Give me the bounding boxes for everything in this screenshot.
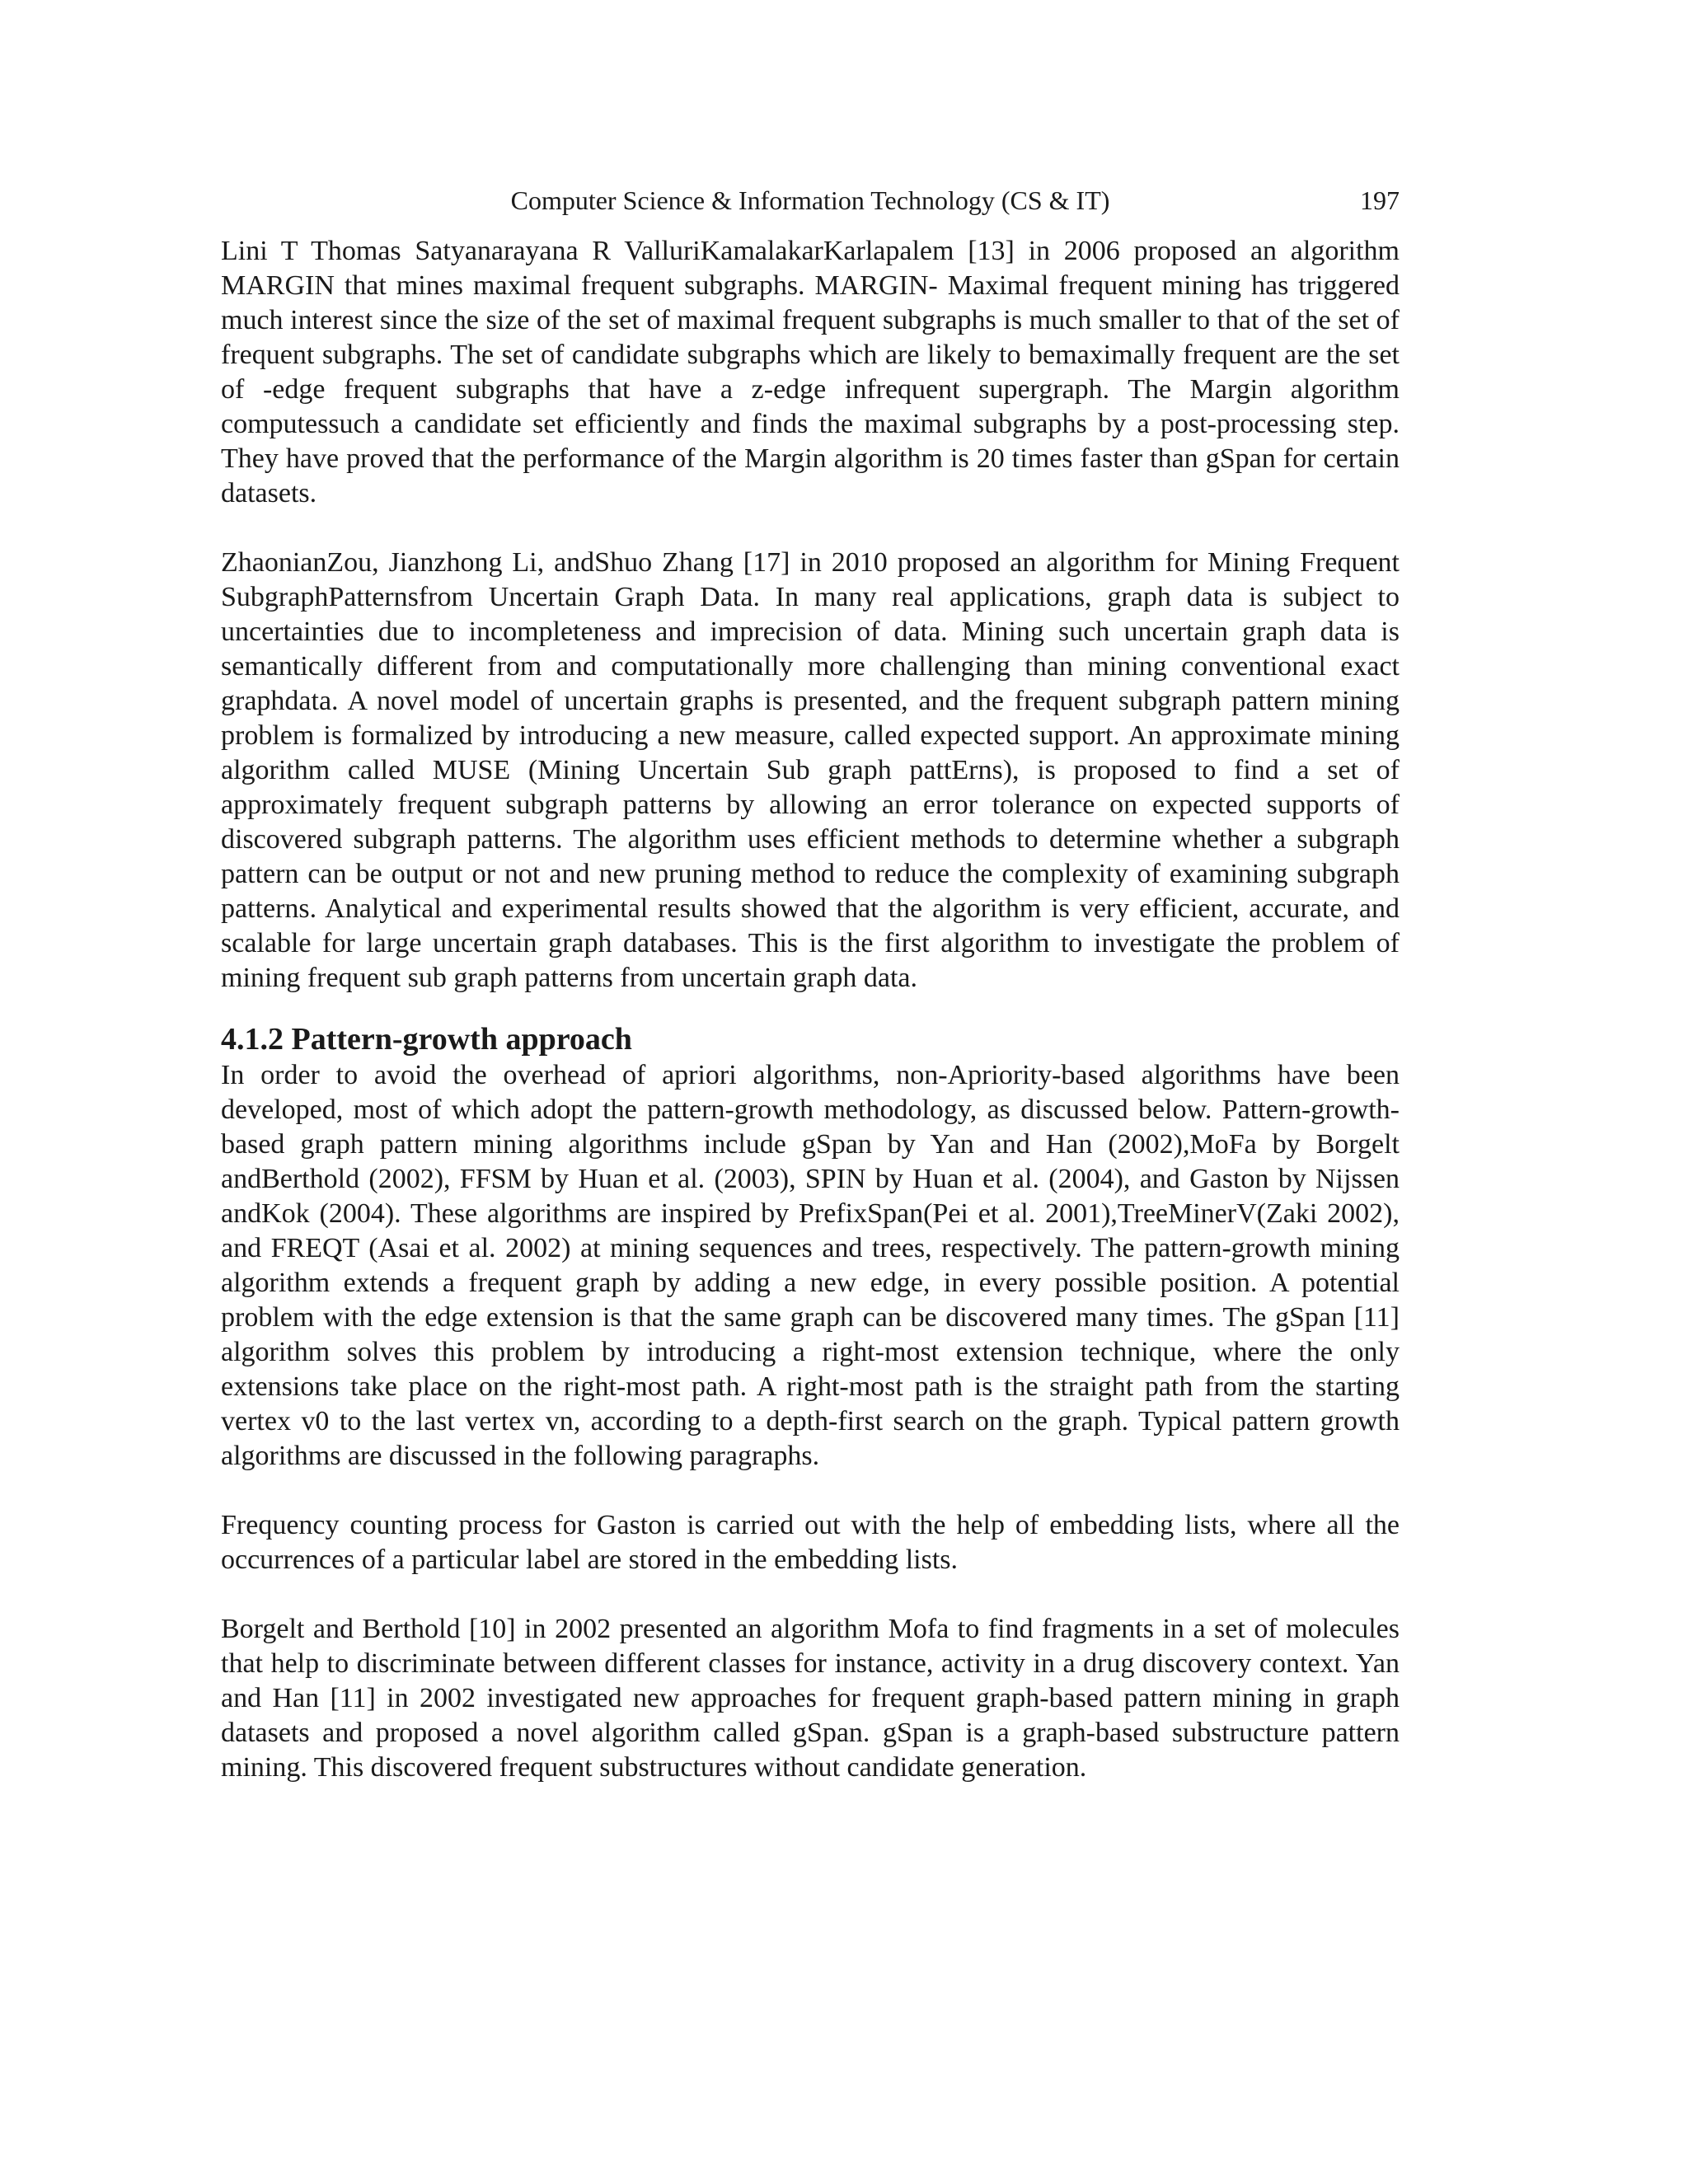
paragraph-gap (221, 1474, 1400, 1508)
paragraph-gap (221, 1577, 1400, 1612)
paragraph-muse-algorithm: ZhaonianZou, Jianzhong Li, andShuo Zhang [17] in 2010 proposed an algorithm for Mining Frequent SubgraphPatternsfrom Uncertain Graph Data. In many real applications, graph data is subject to uncertainties due to incompleteness and imprecision of data. Mining such uncertain graph data is semantically different from and computationally more challenging than mining conventional exact graphdata. A novel model of uncertain graphs is presented, and the frequent subgraph pattern mining problem is formalized by introducing a new measure, called expected support. An approximate mining algorithm called MUSE (Mining Uncertain Sub graph pattErns), is proposed to find a set of approximately frequent subgraph patterns by allowing an error tolerance on expected supports of discovered subgraph patterns. The algorithm uses efficient methods to determine whether a subgraph pattern can be output or not and new pruning method to reduce the complexity of examining subgraph patterns. Analytical and experimental results showed that the algorithm is very efficient, accurate, and scalable for large uncertain graph databases. This is the first algorithm to investigate the problem of mining frequent sub graph patterns from uncertain graph data. (221, 547, 1400, 993)
body-text (221, 234, 1400, 1785)
paragraph-gap (221, 511, 1400, 546)
paragraph-pattern-growth: In order to avoid the overhead of apriori algorithms, non-Apriority-based algorithms have been developed, most of which adopt the pattern-growth methodology, as discussed below. Pattern-growth-based graph pattern mining algorithms include gSpan by Yan and Han (2002),MoFa by Borgelt andBerthold (2002), FFSM by Huan et al. (2003), SPIN by Huan et al. (2004), and Gaston by Nijssen andKok (2004). These algorithms are inspired by PrefixSpan(Pei et al. 2001),TreeMinerV(Zaki 2002), and FREQT (Asai et al. 2002) at mining sequences and trees, respectively. The pattern-growth mining algorithm extends a frequent graph by adding a new edge, in every possible position. A potential problem with the edge extension is that the same graph can be discovered many times. The gSpan [11] algorithm solves this problem by introducing a right-most extension technique, where the only extensions take place on the right-most path. A right-most path is the straight path from the starting vertex v0 to the last vertex vn, according to a depth-first search on the graph. Typical pattern growth algorithms are discussed in the following paragraphs. (221, 1060, 1400, 1471)
journal-title: Computer Science & Information Technology (CS & IT) (510, 185, 1110, 215)
running-header (221, 180, 1400, 221)
paragraph-mofa-gspan: Borgelt and Berthold [10] in 2002 presented an algorithm Mofa to find fragments in a set of molecules that help to discriminate between different classes for instance, activity in a drug discovery context. Yan and Han [11] in 2002 investigated new approaches for frequent graph-based pattern mining in graph datasets and proposed a novel algorithm called gSpan. gSpan is a graph-based substructure pattern mining. This discovered frequent substructures without candidate generation. (221, 1614, 1400, 1783)
paragraph-margin-algorithm: Lini T Thomas Satyanarayana R ValluriKamalakarKarlapalem [13] in 2006 proposed an algorithm MARGIN that mines maximal frequent subgraphs. MARGIN- Maximal frequent mining has triggered much interest since the size of the set of maximal frequent subgraphs is much smaller to that of the set of frequent subgraphs. The set of candidate subgraphs which are likely to bemaximally frequent are the set of -edge frequent subgraphs that have a z-edge infrequent supergraph. The Margin algorithm computessuch a candidate set efficiently and finds the maximal subgraphs by a post-processing step. They have proved that the performance of the Margin algorithm is 20 times faster than gSpan for certain datasets. (221, 236, 1400, 509)
paragraph-gaston-frequency: Frequency counting process for Gaston is carried out with the help of embedding lists, where all the occurrences of a particular label are stored in the embedding lists. (221, 1510, 1400, 1575)
page-number: 197 (1360, 185, 1400, 215)
section-heading: 4.1.2 Pattern-growth approach (221, 1022, 632, 1057)
